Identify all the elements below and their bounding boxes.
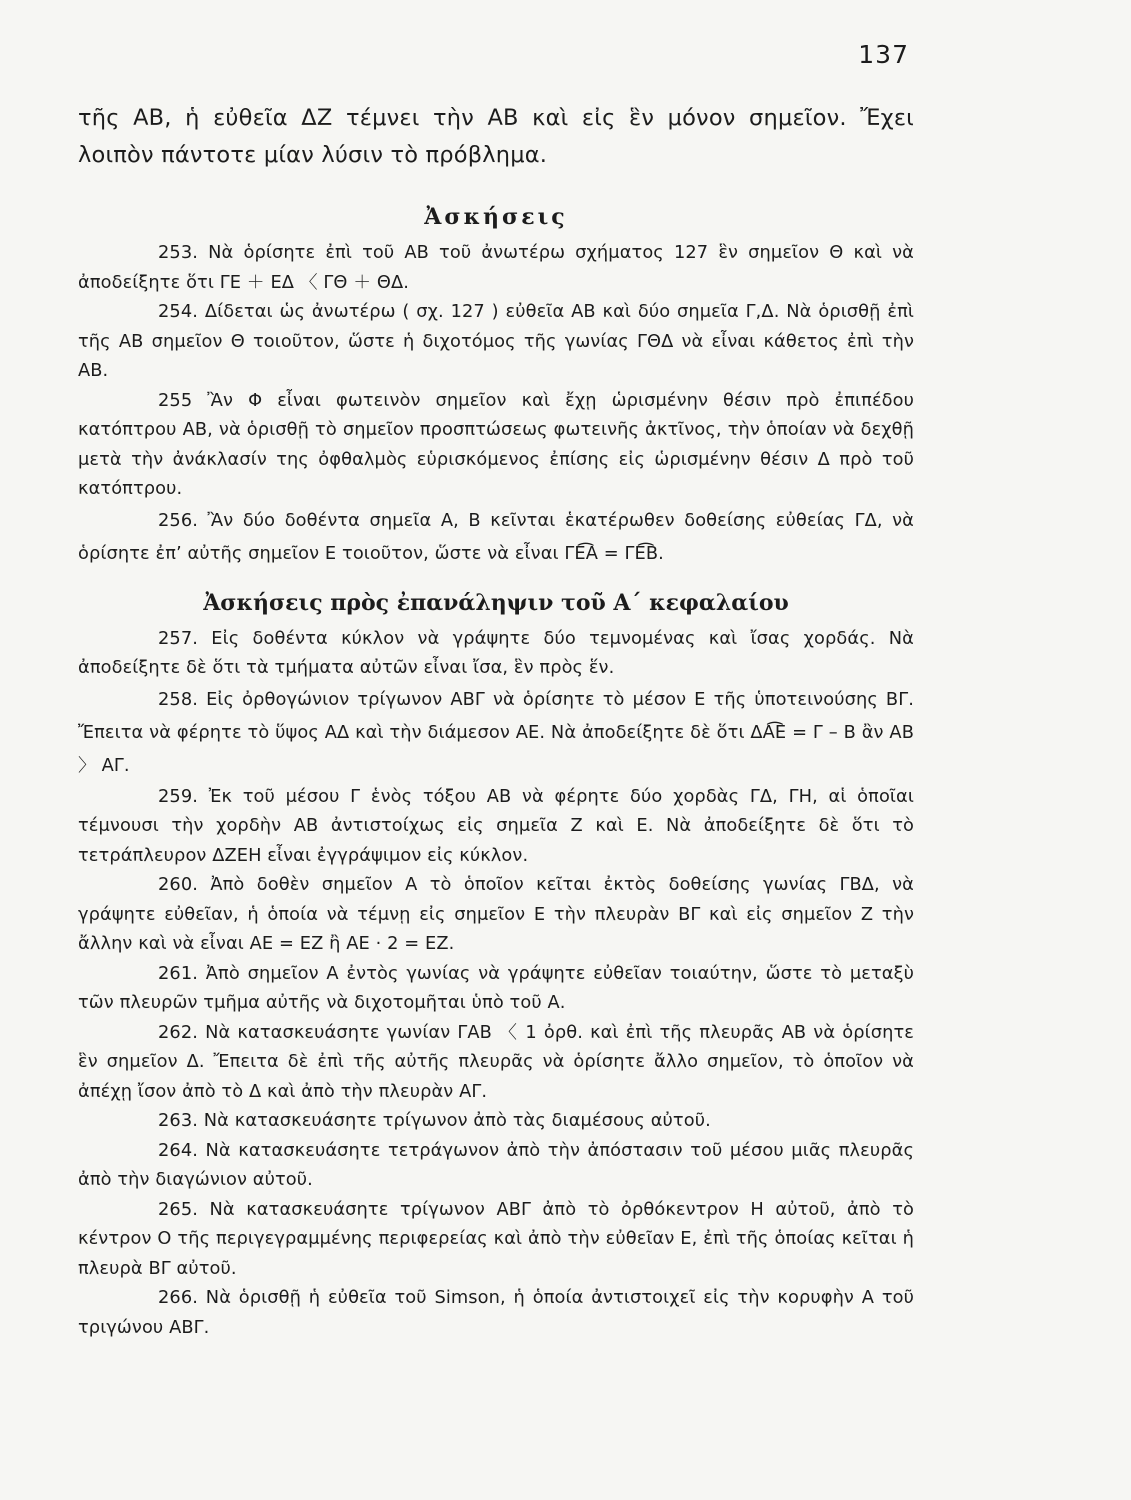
exercise-number: 264.	[158, 1139, 198, 1161]
exercise-number: 263.	[158, 1110, 198, 1131]
intro-paragraph	[78, 100, 914, 174]
exercise-253	[78, 238, 914, 297]
exercise-text: Νὰ ὁρισθῇ ἡ εὐθεῖα τοῦ Simson, ἡ ὁποία ἀντιστοιχεῖ εἰς τὴν κορυφὴν Α τοῦ τριγώνου ΑΒΓ.	[78, 1287, 914, 1338]
exercise-text: Εἰς ὀρθογώνιον τρίγωνον ΑΒΓ νὰ ὁρίσητε τὸ μέσον Ε τῆς ὑποτεινούσης ΒΓ. Ἔπειτα νὰ φέρητε τὸ ὕψος ΑΔ καὶ τὴν διάμεσον ΑΕ. Νὰ ἀποδείξητε δὲ ὅτι ΔΑ͡Ε = Γ – Β ἂν ΑΒ 〉 ΑΓ.	[78, 688, 914, 776]
section-heading-exercises: Ἀσκήσεις	[424, 204, 568, 230]
page-content	[78, 100, 914, 1342]
exercise-number: 265.	[158, 1198, 198, 1220]
exercise-text: Ἂν Φ εἶναι φωτεινὸν σημεῖον καὶ ἔχῃ ὡρισμένην θέσιν πρὸ ἐπιπέδου κατόπτρου ΑΒ, νὰ ὁρισθῇ τὸ σημεῖον προσπτώσεως φωτεινῆς ἀκτῖνος, τὴν ὁποίαν νὰ δεχθῇ μετὰ τὴν ἀνάκλασίν της ὀφθαλμὸς εὑρισκόμενος ἐπίσης εἰς ὡρισμένην θέσιν Δ πρὸ τοῦ κατόπτρου.	[78, 389, 915, 499]
exercise-number: 255	[158, 389, 193, 411]
exercise-255	[78, 386, 914, 504]
exercise-number: 262.	[158, 1021, 198, 1043]
exercise-text: Ἐκ τοῦ μέσου Γ ἑνὸς τόξου ΑΒ νὰ φέρητε δύο χορδὰς ΓΔ, ΓΗ, αἱ ὁποῖαι τέμνουσι τὴν χορδὴν ΑΒ ἀντιστοίχως εἰς σημεῖα Ζ καὶ Ε. Νὰ ἀποδείξητε δὲ ὅτι τὸ τετράπλευρον ΔΖΕΗ εἶναι ἐγγράψιμον εἰς κύκλον.	[78, 785, 914, 866]
exercise-text: Νὰ κατασκευάσητε γωνίαν ΓΑΒ 〈 1 ὀρθ. καὶ ἐπὶ τῆς πλευρᾶς ΑΒ νὰ ὁρίσητε ἓν σημεῖον Δ. Ἔπειτα δὲ ἐπὶ τῆς αὐτῆς πλευρᾶς νὰ ὁρίσητε ἄλλο σημεῖον, τὸ ὁποῖον νὰ ἀπέχῃ ἴσον ἀπὸ τὸ Δ καὶ ἀπὸ τὴν πλευρὰν ΑΓ.	[78, 1021, 914, 1102]
exercise-266	[78, 1283, 914, 1342]
exercise-list	[78, 238, 914, 570]
section-heading-review-exercises: Ἀσκήσεις πρὸς ἐπανάληψιν τοῦ Α΄ κεφαλαίου	[203, 589, 789, 616]
exercise-number: 257.	[158, 627, 198, 649]
exercise-number: 253.	[158, 242, 198, 263]
exercise-number: 260.	[158, 874, 198, 895]
exercise-text: Ἀπὸ σημεῖον Α ἐντὸς γωνίας νὰ γράψητε εὐθεῖαν τοιαύτην, ὥστε τὸ μεταξὺ τῶν πλευρῶν τμῆμα αὐτῆς νὰ διχοτομῆται ὑπὸ τοῦ Α.	[78, 962, 914, 1013]
exercise-number: 258.	[158, 688, 198, 710]
exercise-text: Εἰς δοθέντα κύκλον νὰ γράψητε δύο τεμνομένας καὶ ἴσας χορδάς. Νὰ ἀποδείξητε δὲ ὅτι τὰ τμήματα αὐτῶν εἶναι ἴσα, ἓν πρὸς ἕν.	[78, 627, 914, 678]
exercise-text: Νὰ ὁρίσητε ἐπὶ τοῦ ΑΒ τοῦ ἀνωτέρω σχήματος 127 ἓν σημεῖον Θ καὶ νὰ ἀποδείξητε ὅτι ΓΕ ＋ ΕΔ 〈 ΓΘ ＋ ΘΔ.	[78, 242, 914, 293]
exercise-number: 266.	[158, 1287, 198, 1308]
exercise-number: 261.	[158, 962, 198, 984]
intro-text: τῆς ΑΒ, ἡ εὐθεῖα ΔΖ τέμνει τὴν ΑΒ καὶ εἰς ἓν μόνον σημεῖον. Ἔχει λοιπὸν πάντοτε μίαν λύσιν τὸ πρόβλημα.	[78, 105, 914, 168]
exercise-text: Ἀπὸ δοθὲν σημεῖον Α τὸ ὁποῖον κεῖται ἐκτὸς δοθείσης γωνίας ΓΒΔ, νὰ γράψητε εὐθεῖαν, ἡ ὁποία νὰ τέμνῃ εἰς σημεῖον Ε τὴν πλευρὰν ΒΓ καὶ εἰς σημεῖον Ζ τὴν ἄλλην καὶ νὰ εἶναι ΑΕ = ΕΖ ἢ ΑΕ · 2 = ΕΖ.	[78, 874, 914, 954]
page-number: 137	[858, 40, 909, 69]
exercise-259	[78, 782, 914, 871]
exercise-254	[78, 297, 914, 386]
exercise-number: 259.	[158, 785, 198, 807]
exercise-number: 256.	[158, 509, 198, 531]
exercise-262	[78, 1018, 914, 1107]
exercise-261	[78, 959, 914, 1018]
exercise-265	[78, 1195, 914, 1284]
exercise-text: Νὰ κατασκευάσητε τρίγωνον ἀπὸ τὰς διαμέσους αὐτοῦ.	[203, 1110, 711, 1131]
exercise-text: Νὰ κατασκευάσητε τετράγωνον ἀπὸ τὴν ἀπόστασιν τοῦ μέσου μιᾶς πλευρᾶς ἀπὸ τὴν διαγώνιον αὐτοῦ.	[78, 1139, 914, 1190]
exercise-257	[78, 624, 914, 683]
review-exercise-list	[78, 624, 914, 1343]
exercise-text: Δίδεται ὡς ἀνωτέρω ( σχ. 127 ) εὐθεῖα ΑΒ καὶ δύο σημεῖα Γ,Δ. Νὰ ὁρισθῇ ἐπὶ τῆς ΑΒ σημεῖον Θ τοιοῦτον, ὥστε ἡ διχοτόμος τῆς γωνίας ΓΘΔ νὰ εἶναι κάθετος ἐπὶ τὴν ΑΒ.	[78, 301, 914, 381]
exercise-260	[78, 870, 914, 959]
exercise-text: Ἂν δύο δοθέντα σημεῖα Α, Β κεῖνται ἑκατέρωθεν δοθείσης εὐθείας ΓΔ, νὰ ὁρίσητε ἐπ’ αὐτῆς σημεῖον Ε τοιοῦτον, ὥστε νὰ εἶναι ΓΕ͡Α = ΓΕ͡Β.	[78, 509, 914, 564]
exercise-text: Νὰ κατασκευάσητε τρίγωνον ΑΒΓ ἀπὸ τὸ ὀρθόκεντρον Η αὐτοῦ, ἀπὸ τὸ κέντρον Ο τῆς περιγεγραμμένης περιφερείας καὶ ἀπὸ τὴν εὐθεῖαν Ε, ἐπὶ τῆς ὁποίας κεῖται ἡ πλευρὰ ΒΓ αὐτοῦ.	[78, 1198, 914, 1279]
exercise-number: 254.	[158, 301, 198, 322]
exercise-258	[78, 683, 914, 782]
exercise-256	[78, 504, 914, 570]
exercise-263	[78, 1106, 914, 1136]
exercise-264	[78, 1136, 914, 1195]
